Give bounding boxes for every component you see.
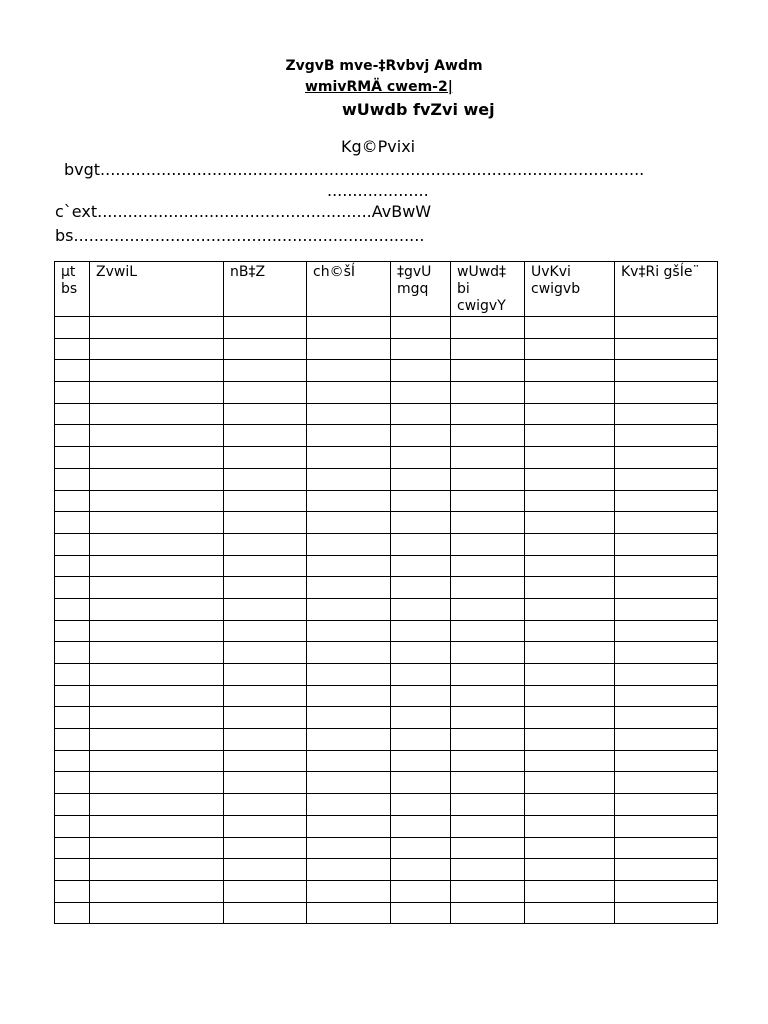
table-cell	[391, 880, 451, 902]
name-field-continuation: ....................	[327, 181, 429, 200]
table-cell	[224, 512, 307, 534]
table-cell	[525, 317, 615, 339]
table-cell	[55, 685, 90, 707]
table-cell	[224, 859, 307, 881]
table-cell	[391, 642, 451, 664]
table-cell	[224, 577, 307, 599]
table-cell	[307, 837, 391, 859]
designation-id-field-line: c`ext......................................................AvBwW	[55, 202, 432, 221]
table-row	[55, 880, 718, 902]
table-cell	[391, 707, 451, 729]
table-row	[55, 772, 718, 794]
table-cell	[525, 577, 615, 599]
table-cell	[90, 317, 224, 339]
table-cell	[55, 707, 90, 729]
table-cell	[391, 555, 451, 577]
table-cell	[90, 403, 224, 425]
table-cell	[391, 512, 451, 534]
table-cell	[451, 815, 525, 837]
table-cell	[55, 447, 90, 469]
table-cell	[451, 382, 525, 404]
table-cell	[451, 425, 525, 447]
table-cell	[391, 403, 451, 425]
table-cell	[451, 447, 525, 469]
table-cell	[55, 794, 90, 816]
table-cell	[307, 794, 391, 816]
table-cell	[615, 729, 718, 751]
table-cell	[55, 577, 90, 599]
table-cell	[451, 772, 525, 794]
table-cell	[615, 620, 718, 642]
table-cell	[615, 707, 718, 729]
table-cell	[525, 685, 615, 707]
col-header-serial: µt bs	[55, 262, 90, 317]
table-cell	[615, 750, 718, 772]
table-cell	[224, 598, 307, 620]
table-cell	[391, 685, 451, 707]
table-cell	[224, 620, 307, 642]
table-row	[55, 555, 718, 577]
table-cell	[224, 317, 307, 339]
table-cell	[307, 555, 391, 577]
table-row	[55, 598, 718, 620]
table-cell	[525, 533, 615, 555]
table-cell	[525, 512, 615, 534]
table-row	[55, 794, 718, 816]
table-cell	[307, 403, 391, 425]
table-cell	[451, 577, 525, 599]
table-cell	[451, 468, 525, 490]
table-cell	[391, 598, 451, 620]
table-cell	[55, 360, 90, 382]
table-cell	[451, 859, 525, 881]
table-cell	[90, 902, 224, 924]
table-row	[55, 750, 718, 772]
table-cell	[525, 815, 615, 837]
table-cell	[451, 750, 525, 772]
table-cell	[615, 403, 718, 425]
table-cell	[90, 750, 224, 772]
table-cell	[224, 338, 307, 360]
table-cell	[615, 642, 718, 664]
table-row	[55, 642, 718, 664]
table-cell	[391, 815, 451, 837]
table-cell	[615, 555, 718, 577]
table-cell	[391, 772, 451, 794]
table-cell	[525, 642, 615, 664]
table-cell	[615, 317, 718, 339]
table-row	[55, 317, 718, 339]
table-cell	[55, 425, 90, 447]
table-cell	[90, 772, 224, 794]
table-cell	[451, 512, 525, 534]
table-cell	[615, 577, 718, 599]
table-row	[55, 859, 718, 881]
table-cell	[525, 425, 615, 447]
table-cell	[307, 598, 391, 620]
table-cell	[615, 512, 718, 534]
table-cell	[224, 729, 307, 751]
table-cell	[55, 382, 90, 404]
table-row	[55, 729, 718, 751]
table-cell	[525, 837, 615, 859]
table-cell	[525, 555, 615, 577]
table-cell	[391, 382, 451, 404]
table-cell	[391, 533, 451, 555]
table-body	[55, 317, 718, 924]
table-cell	[307, 642, 391, 664]
col-header-date: ZvwiL	[90, 262, 224, 317]
table-cell	[307, 664, 391, 686]
table-cell	[391, 794, 451, 816]
table-cell	[224, 815, 307, 837]
table-cell	[451, 902, 525, 924]
table-row	[55, 837, 718, 859]
col-header-to: ch©šÍ	[307, 262, 391, 317]
table-row	[55, 707, 718, 729]
table-cell	[391, 750, 451, 772]
table-cell	[525, 729, 615, 751]
table-cell	[224, 750, 307, 772]
office-title: ZvgvB mve-‡Rvbvj Awdm	[285, 58, 483, 74]
table-row	[55, 577, 718, 599]
table-cell	[224, 555, 307, 577]
table-cell	[391, 317, 451, 339]
table-cell	[525, 338, 615, 360]
table-row	[55, 815, 718, 837]
table-cell	[90, 555, 224, 577]
table-cell	[525, 859, 615, 881]
table-cell	[525, 447, 615, 469]
table-cell	[525, 468, 615, 490]
table-cell	[307, 750, 391, 772]
table-cell	[391, 490, 451, 512]
table-cell	[90, 533, 224, 555]
table-cell	[90, 815, 224, 837]
table-cell	[307, 338, 391, 360]
table-cell	[451, 837, 525, 859]
table-cell	[615, 490, 718, 512]
table-cell	[307, 772, 391, 794]
table-cell	[615, 859, 718, 881]
number-field-line: bs.....................................................................	[55, 226, 425, 245]
table-cell	[55, 598, 90, 620]
table-cell	[525, 490, 615, 512]
table-row	[55, 447, 718, 469]
table-cell	[90, 642, 224, 664]
table-cell	[615, 815, 718, 837]
table-cell	[451, 555, 525, 577]
table-cell	[525, 794, 615, 816]
table-cell	[90, 360, 224, 382]
office-subtitle: wmivRMÄ cwem-2|	[305, 79, 453, 95]
table-cell	[224, 403, 307, 425]
table-cell	[451, 620, 525, 642]
table-cell	[55, 880, 90, 902]
table-row	[55, 403, 718, 425]
table-cell	[307, 382, 391, 404]
table-cell	[224, 425, 307, 447]
table-row	[55, 512, 718, 534]
table-cell	[90, 468, 224, 490]
table-cell	[391, 447, 451, 469]
table-cell	[55, 837, 90, 859]
table-cell	[615, 425, 718, 447]
table-cell	[307, 360, 391, 382]
table-cell	[224, 664, 307, 686]
table-cell	[525, 403, 615, 425]
table-cell	[615, 360, 718, 382]
table-cell	[451, 880, 525, 902]
table-cell	[391, 620, 451, 642]
table-cell	[615, 772, 718, 794]
table-cell	[307, 880, 391, 902]
table-cell	[307, 620, 391, 642]
table-cell	[90, 620, 224, 642]
table-cell	[391, 859, 451, 881]
table-cell	[391, 338, 451, 360]
col-header-money-amount: UvKvi cwigvb	[525, 262, 615, 317]
table-cell	[90, 577, 224, 599]
table-cell	[391, 468, 451, 490]
table-cell	[307, 685, 391, 707]
table-cell	[307, 902, 391, 924]
table-cell	[224, 447, 307, 469]
table-cell	[615, 598, 718, 620]
table-cell	[307, 468, 391, 490]
table-row	[55, 468, 718, 490]
table-cell	[224, 382, 307, 404]
table-cell	[525, 664, 615, 686]
table-cell	[90, 598, 224, 620]
table-cell	[307, 512, 391, 534]
table-cell	[224, 707, 307, 729]
table-cell	[307, 533, 391, 555]
table-cell	[307, 317, 391, 339]
table-row	[55, 620, 718, 642]
table-cell	[90, 338, 224, 360]
table-cell	[451, 685, 525, 707]
table-cell	[90, 880, 224, 902]
table-cell	[307, 577, 391, 599]
table-cell	[391, 729, 451, 751]
table-cell	[451, 360, 525, 382]
table-cell	[525, 902, 615, 924]
table-cell	[90, 729, 224, 751]
table-cell	[525, 772, 615, 794]
table-cell	[451, 490, 525, 512]
table-cell	[391, 664, 451, 686]
employee-label: Kg©Pvixi	[341, 137, 416, 156]
table-cell	[224, 794, 307, 816]
table-cell	[391, 902, 451, 924]
table-row	[55, 685, 718, 707]
table-cell	[224, 642, 307, 664]
table-cell	[615, 447, 718, 469]
table-cell	[525, 707, 615, 729]
table-cell	[55, 338, 90, 360]
table-row	[55, 533, 718, 555]
table-row	[55, 664, 718, 686]
table-cell	[55, 750, 90, 772]
table-cell	[451, 533, 525, 555]
table-cell	[525, 750, 615, 772]
table-cell	[615, 382, 718, 404]
table-cell	[615, 468, 718, 490]
table-cell	[451, 729, 525, 751]
table-cell	[90, 685, 224, 707]
table-cell	[525, 880, 615, 902]
table-cell	[55, 555, 90, 577]
table-cell	[307, 815, 391, 837]
table-row	[55, 338, 718, 360]
table-cell	[615, 338, 718, 360]
table-cell	[55, 664, 90, 686]
table-cell	[90, 859, 224, 881]
table-cell	[525, 620, 615, 642]
table-cell	[391, 425, 451, 447]
table-cell	[224, 468, 307, 490]
col-header-total-time: ‡gvU mgq	[391, 262, 451, 317]
table-cell	[307, 859, 391, 881]
table-row	[55, 490, 718, 512]
table-cell	[615, 837, 718, 859]
table-cell	[615, 902, 718, 924]
table-cell	[451, 794, 525, 816]
table-row	[55, 360, 718, 382]
table-cell	[451, 403, 525, 425]
table-cell	[391, 360, 451, 382]
col-header-from: nB‡Z	[224, 262, 307, 317]
table-row	[55, 425, 718, 447]
table-cell	[55, 512, 90, 534]
table-cell	[55, 859, 90, 881]
table-cell	[615, 794, 718, 816]
table-cell	[451, 317, 525, 339]
table-cell	[615, 533, 718, 555]
table-cell	[90, 490, 224, 512]
tiffin-bill-table	[54, 261, 718, 924]
table-cell	[90, 382, 224, 404]
table-row	[55, 382, 718, 404]
table-cell	[55, 772, 90, 794]
table-cell	[55, 403, 90, 425]
table-cell	[55, 815, 90, 837]
table-cell	[55, 533, 90, 555]
table-cell	[615, 685, 718, 707]
table-cell	[451, 598, 525, 620]
table-cell	[451, 664, 525, 686]
table-row	[55, 902, 718, 924]
table-cell	[615, 880, 718, 902]
table-header-row	[55, 262, 718, 317]
col-header-work-remarks: Kv‡Ri gšÍe¨	[615, 262, 718, 317]
table-cell	[451, 707, 525, 729]
document-title: wUwdb fvZvi wej	[342, 100, 495, 119]
table-cell	[307, 707, 391, 729]
table-cell	[224, 533, 307, 555]
table-cell	[525, 382, 615, 404]
table-cell	[391, 577, 451, 599]
table-cell	[525, 360, 615, 382]
table-cell	[55, 490, 90, 512]
table-cell	[55, 729, 90, 751]
table-cell	[224, 880, 307, 902]
table-cell	[55, 902, 90, 924]
table-cell	[615, 664, 718, 686]
col-header-tiffin-amount: wUwd‡ bi cwigvY	[451, 262, 525, 317]
table-cell	[90, 512, 224, 534]
table-cell	[391, 837, 451, 859]
table-cell	[55, 642, 90, 664]
table-cell	[90, 447, 224, 469]
table-cell	[224, 360, 307, 382]
table-cell	[307, 490, 391, 512]
table-cell	[307, 447, 391, 469]
table-cell	[90, 425, 224, 447]
table-cell	[451, 642, 525, 664]
table-cell	[90, 837, 224, 859]
table-cell	[451, 338, 525, 360]
table-cell	[90, 794, 224, 816]
table-cell	[224, 902, 307, 924]
table-cell	[55, 468, 90, 490]
name-field-line: bvgt...........................................................................................................	[64, 160, 645, 179]
table-cell	[307, 425, 391, 447]
table-cell	[224, 685, 307, 707]
table-cell	[55, 317, 90, 339]
table-cell	[307, 729, 391, 751]
table-cell	[525, 598, 615, 620]
table-cell	[224, 490, 307, 512]
table-cell	[224, 837, 307, 859]
table-cell	[90, 707, 224, 729]
table-cell	[90, 664, 224, 686]
table-cell	[224, 772, 307, 794]
table-cell	[55, 620, 90, 642]
